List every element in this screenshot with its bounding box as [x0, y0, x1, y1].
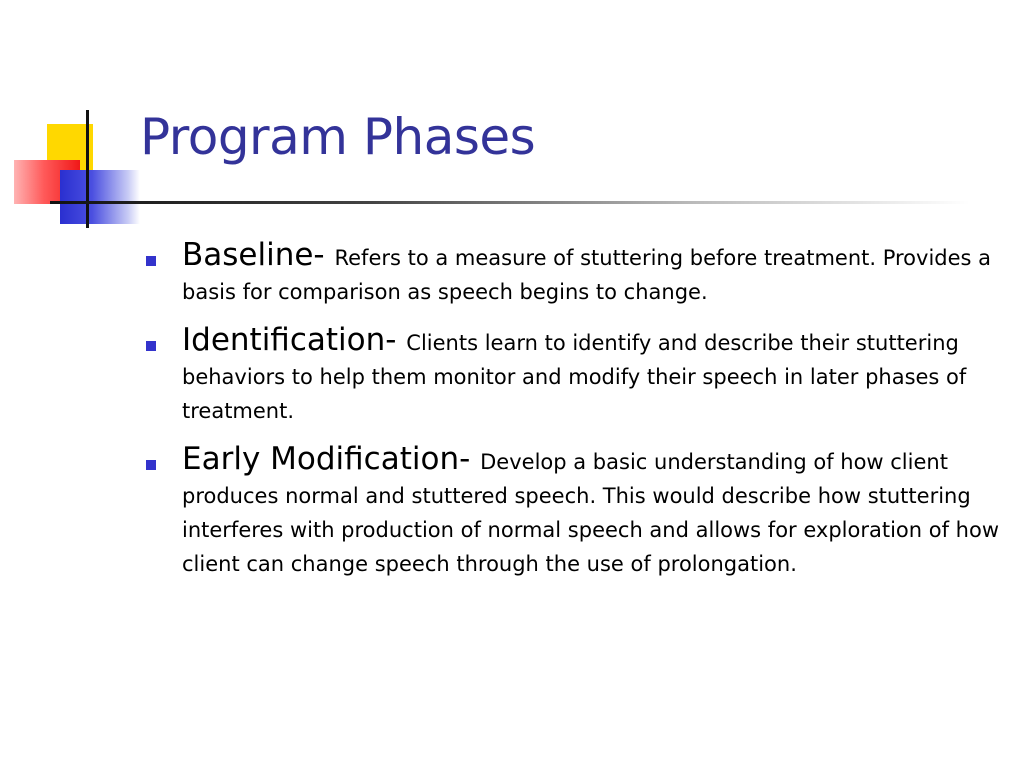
vertical-rule [86, 110, 89, 228]
bullet-description: Clients learn to identify and describe their stuttering behaviors to help them monitor and modify their speech in later phases of treatment. [182, 331, 967, 423]
square-bullet-icon [146, 460, 156, 470]
bullet-item-baseline [144, 238, 1000, 309]
bullet-item-identification [144, 323, 1000, 428]
bullet-list [144, 238, 1000, 595]
bullet-item-early-modification [144, 442, 1000, 581]
bullet-description: Develop a basic understanding of how client produces normal and stuttered speech. This would describe how stuttering interferes with production of normal speech and allows for exploration of how client can change speech through the use of prolongation. [182, 450, 999, 576]
bullet-term: Early Modification- [182, 441, 481, 477]
square-bullet-icon [146, 341, 156, 351]
title-underline-rule [50, 201, 970, 204]
bullet-description: Refers to a measure of stuttering before treatment. Provides a basis for comparison as speech begins to change. [182, 246, 992, 304]
slide-title: Program Phases [140, 108, 536, 166]
corner-ornament [0, 0, 150, 240]
blue-square-decoration [60, 170, 140, 224]
bullet-term: Baseline- [182, 237, 335, 273]
square-bullet-icon [146, 256, 156, 266]
bullet-term: Identification- [182, 322, 407, 358]
